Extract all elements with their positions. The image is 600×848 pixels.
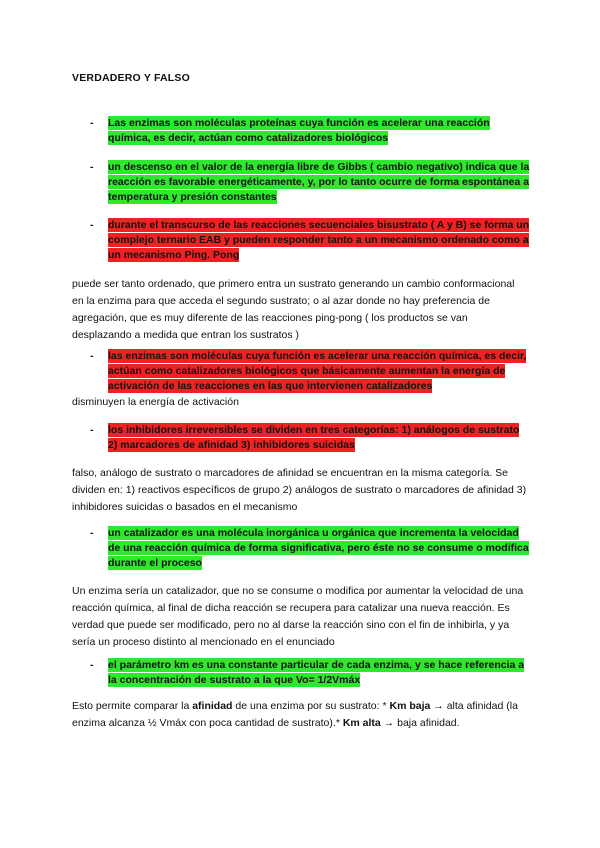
bullet-dash: - [90, 424, 94, 436]
statement-5 [90, 423, 530, 453]
statement-6-text: un catalizador es una molécula inorgánica u orgánica que incrementa la velocidad de una reacción química de forma significativa, pero éste no se consume o modifica durante el proceso [108, 527, 529, 569]
statement-1-text: Las enzimas son moléculas proteínas cuya función es acelerar una reacción química, es decir, actúan como catalizadores biológicos [108, 117, 490, 144]
p5-part-c: de una enzima por su sustrato: * [232, 700, 390, 712]
answer-4-paragraph: disminuyen la energía de activación [72, 396, 239, 408]
afinidad-bold: afinidad [192, 700, 233, 712]
answer-7-paragraph [72, 698, 528, 732]
statement-7-text: el parámetro km es una constante particular de cada enzima, y se hace referencia a la concentración de sustrato a la que Vo= 1/2Vmáx [108, 659, 525, 686]
p5-part-g: → baja afinidad. [380, 717, 460, 729]
statement-6 [90, 526, 530, 571]
statement-4 [90, 349, 530, 394]
statement-1 [90, 116, 530, 146]
statement-5-text: los inhibidores irreversibles se dividen en tres categorías: 1) análogos de sustrato 2) marcadores de afinidad 3) inhibidores suicidas [108, 424, 520, 451]
km-alta-bold: Km alta [342, 717, 381, 729]
statement-7 [90, 658, 530, 688]
bullet-dash: - [90, 350, 94, 362]
answer-6-paragraph: Un enzima sería un catalizador, que no se consume o modifica por aumentar la velocidad de una reacción química, al final de dicha reacción se recupera para catalizar una nueva reacción. Es verdad que puede ser modificado, pero no al darse la reacción sino con el fin de inhibirla, y ya sería un proceso distinto al mencionado en el enunciado [72, 585, 524, 648]
bullet-dash: - [90, 659, 94, 671]
statement-3-text: durante el transcurso de las reacciones secuenciales bisustrato ( A y B) se forma un complejo ternario EAB y pueden responder tanto a un mecanismo ordenado como a un mecanismo Ping. Pong [108, 219, 530, 261]
bullet-dash: - [90, 161, 94, 173]
statement-3 [90, 218, 530, 263]
p5-part-e: → alta afinidad (la enzima alcanza ½ Vmáx con poca cantidad de sustrato).* [72, 700, 518, 729]
answer-3-paragraph: puede ser tanto ordenado, que primero entra un sustrato generando un cambio conformacional en la enzima para que acceda el segundo sustrato; o al azar donde no hay preferencia de agregación, que es muy diferente de las reacciones ping-pong ( los productos se van desplazando a medida que entran los sustratos ) [72, 278, 515, 341]
statement-2-text: un descenso en el valor de la energía libre de Gibbs ( cambio negativo) indica que la reacción es favorable energéticamente, y, por lo tanto ocurre de forma espontánea a temperatura y presión constantes [108, 161, 530, 203]
p5-part-a: Esto permite comparar la [72, 700, 193, 712]
answer-5-paragraph: falso, análogo de sustrato o marcadores de afinidad se encuentran en la misma categoría. Se dividen en: 1) reactivos específicos de grupo 2) análogos de sustrato o marcadores de afinidad 3) inhibidores suicidas o basados en el mecanismo [72, 467, 527, 513]
document-title: VERDADERO Y FALSO [72, 72, 190, 84]
bullet-dash: - [90, 527, 94, 539]
bullet-dash: - [90, 219, 94, 231]
km-baja-bold: Km baja [389, 700, 431, 712]
statement-2 [90, 160, 530, 205]
bullet-dash: - [90, 117, 94, 129]
statement-4-text: las enzimas son moléculas cuya función es acelerar una reacción química, es decir, actúan como catalizadores biológicos que básicamente aumentan la energía de activación de las reacciones en las que intervienen catalizadores [108, 350, 527, 392]
